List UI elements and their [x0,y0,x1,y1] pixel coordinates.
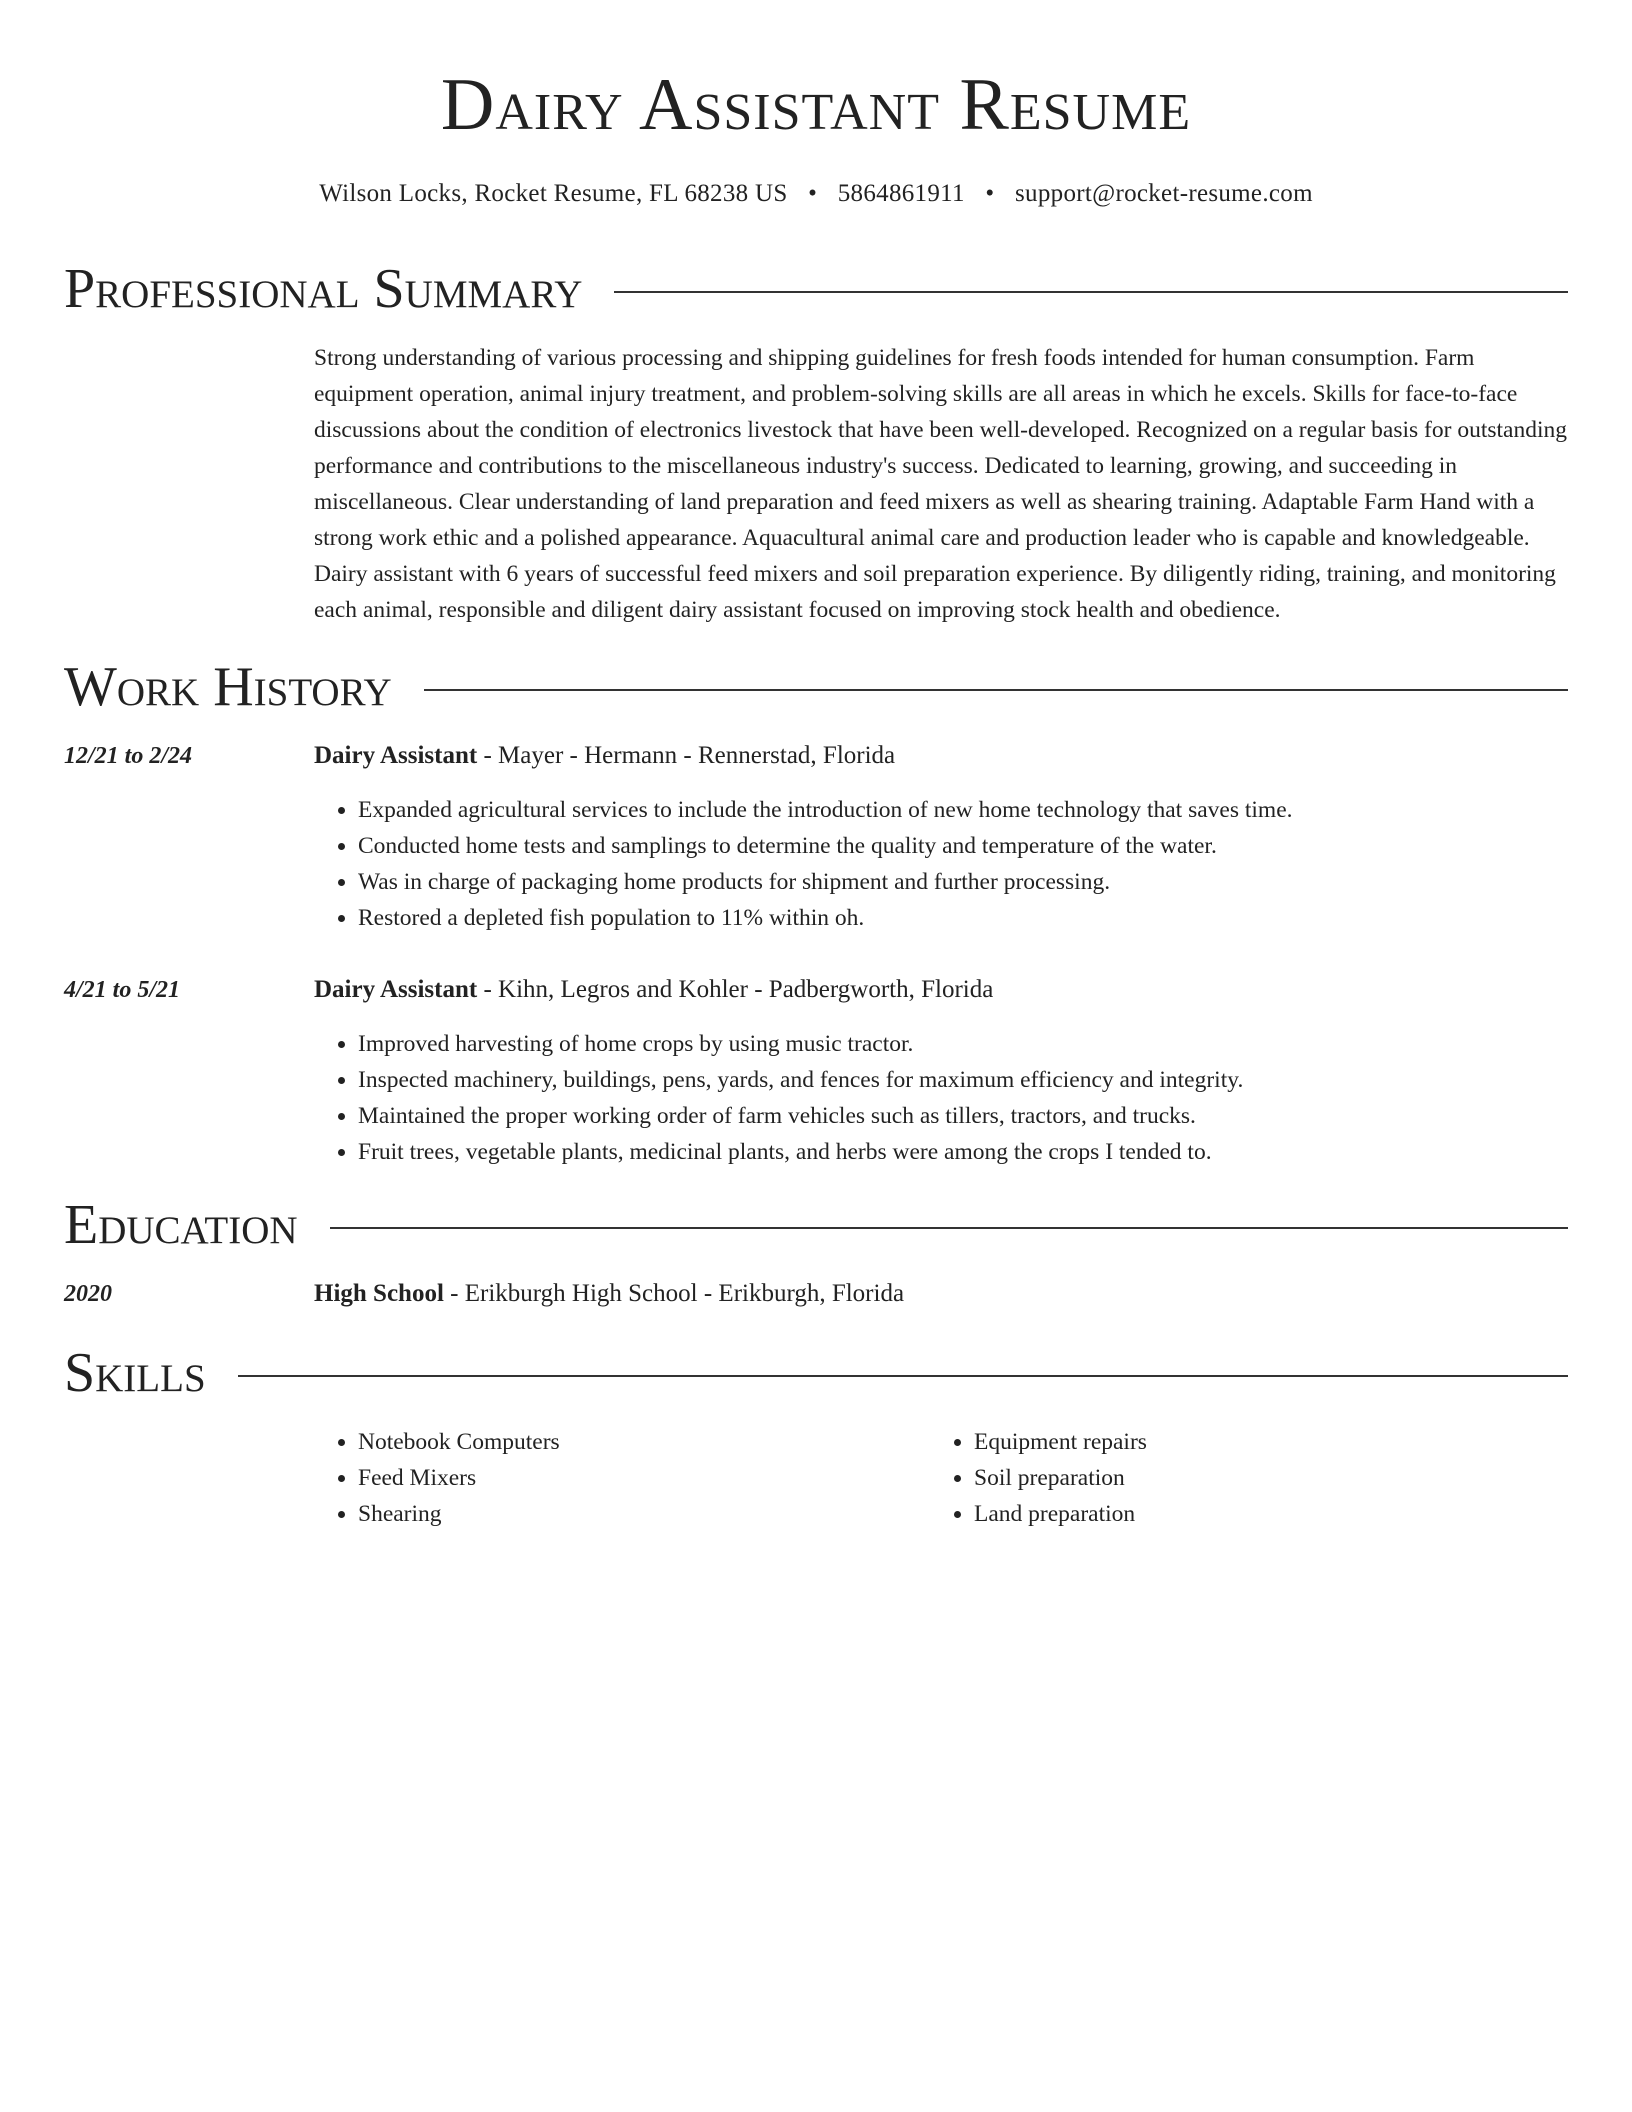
job-title: Dairy Assistant [314,976,478,1003]
job-dates: 12/21 to 2/24 [64,743,193,769]
skill-item: • Equipment repairs [974,1424,1546,1460]
skill-item: • Shearing [358,1496,930,1532]
work-heading: Work History [64,656,392,718]
list-item: • Conducted home tests and samplings to determine the quality and temperature of the water. [358,828,1568,864]
education-school: - Erikburgh High School - Erikburgh, Florida [443,1280,905,1307]
summary-section-header [64,256,1568,322]
list-item: • Fruit trees, vegetable plants, medicinal plants, and herbs were among the crops I tended to. [358,1134,1568,1170]
education-year: 2020 [64,1281,112,1307]
skill-item: • Notebook Computers [358,1424,930,1460]
skill-item: • Feed Mixers [358,1460,930,1496]
education-details [314,1276,1568,1312]
job-entry [64,738,1568,936]
job-title-line [314,738,1568,774]
list-item: • Inspected machinery, buildings, pens, yards, and fences for maximum efficiency and integrity. [358,1062,1568,1098]
list-item: • Restored a depleted fish population to 11% within oh. [358,900,1568,936]
contact-separator: • [985,180,995,207]
education-entry [64,1276,1568,1312]
contact-separator: • [808,180,818,207]
contact-address: Wilson Locks, Rocket Resume, FL 68238 US [319,180,788,207]
skills-heading: Skills [64,1342,206,1404]
job-entry [64,972,1568,1170]
contact-phone: 5864861911 [837,180,965,207]
job-title-line [314,972,1568,1008]
contact-line [64,178,1568,210]
section-divider [238,1375,1568,1377]
job-dates: 4/21 to 5/21 [64,977,181,1003]
job-employer: - Mayer - Hermann - Rennerstad, Florida [477,742,896,769]
section-divider [330,1227,1568,1229]
skills-section-header [64,1340,1568,1406]
education-degree: High School [314,1280,444,1307]
section-divider [424,689,1568,691]
list-item: • Improved harvesting of home crops by using music tractor. [358,1026,1568,1062]
contact-email: support@rocket-resume.com [1015,180,1313,207]
summary-heading: Professional Summary [64,258,583,320]
list-item: • Maintained the proper working order of farm vehicles such as tillers, tractors, and trucks. [358,1098,1568,1134]
list-item: • Expanded agricultural services to include the introduction of new home technology that saves time. [358,792,1568,828]
skill-item: • Soil preparation [974,1460,1546,1496]
job-employer: - Kihn, Legros and Kohler - Padbergworth, Florida [477,976,994,1003]
skills-column-left [314,1424,930,1532]
work-section-header [64,654,1568,720]
summary-text: Strong understanding of various processing and shipping guidelines for fresh foods intended for human consumption. Farm equipment operation, animal injury treatment, and problem-solving skills are all areas in which he excels. Skills for face-to-face discussions about the condition of electronics livestock that have been well-developed. Recognized on a regular basis for outstanding performance and contributions to the miscellaneous industry's success. Dedicated to learning, growing, and succeeding in miscellaneous. Clear understanding of land preparation and feed mixers as well as shearing training. Adaptable Farm Hand with a strong work ethic and a polished appearance. Aquacultural animal care and production leader who is capable and knowledgeable. Dairy assistant with 6 years of successful feed mixers and soil preparation experience. By diligently riding, training, and monitoring each animal, responsible and diligent dairy assistant focused on improving stock health and obedience. [314,345,1567,623]
job-title: Dairy Assistant [314,742,478,769]
job-details [314,738,1568,936]
skills-list [314,1424,1568,1532]
resume-title: Dairy Assistant Resume [440,64,1192,146]
education-section-header [64,1192,1568,1258]
education-heading: Education [64,1194,298,1256]
skill-item: • Land preparation [974,1496,1546,1532]
job-bullets [314,1026,1568,1170]
job-details [314,972,1568,1170]
education-title-line [314,1276,1568,1312]
skills-column-right [930,1424,1546,1532]
job-bullets [314,792,1568,936]
list-item: • Was in charge of packaging home products for shipment and further processing. [358,864,1568,900]
section-divider [614,291,1568,293]
